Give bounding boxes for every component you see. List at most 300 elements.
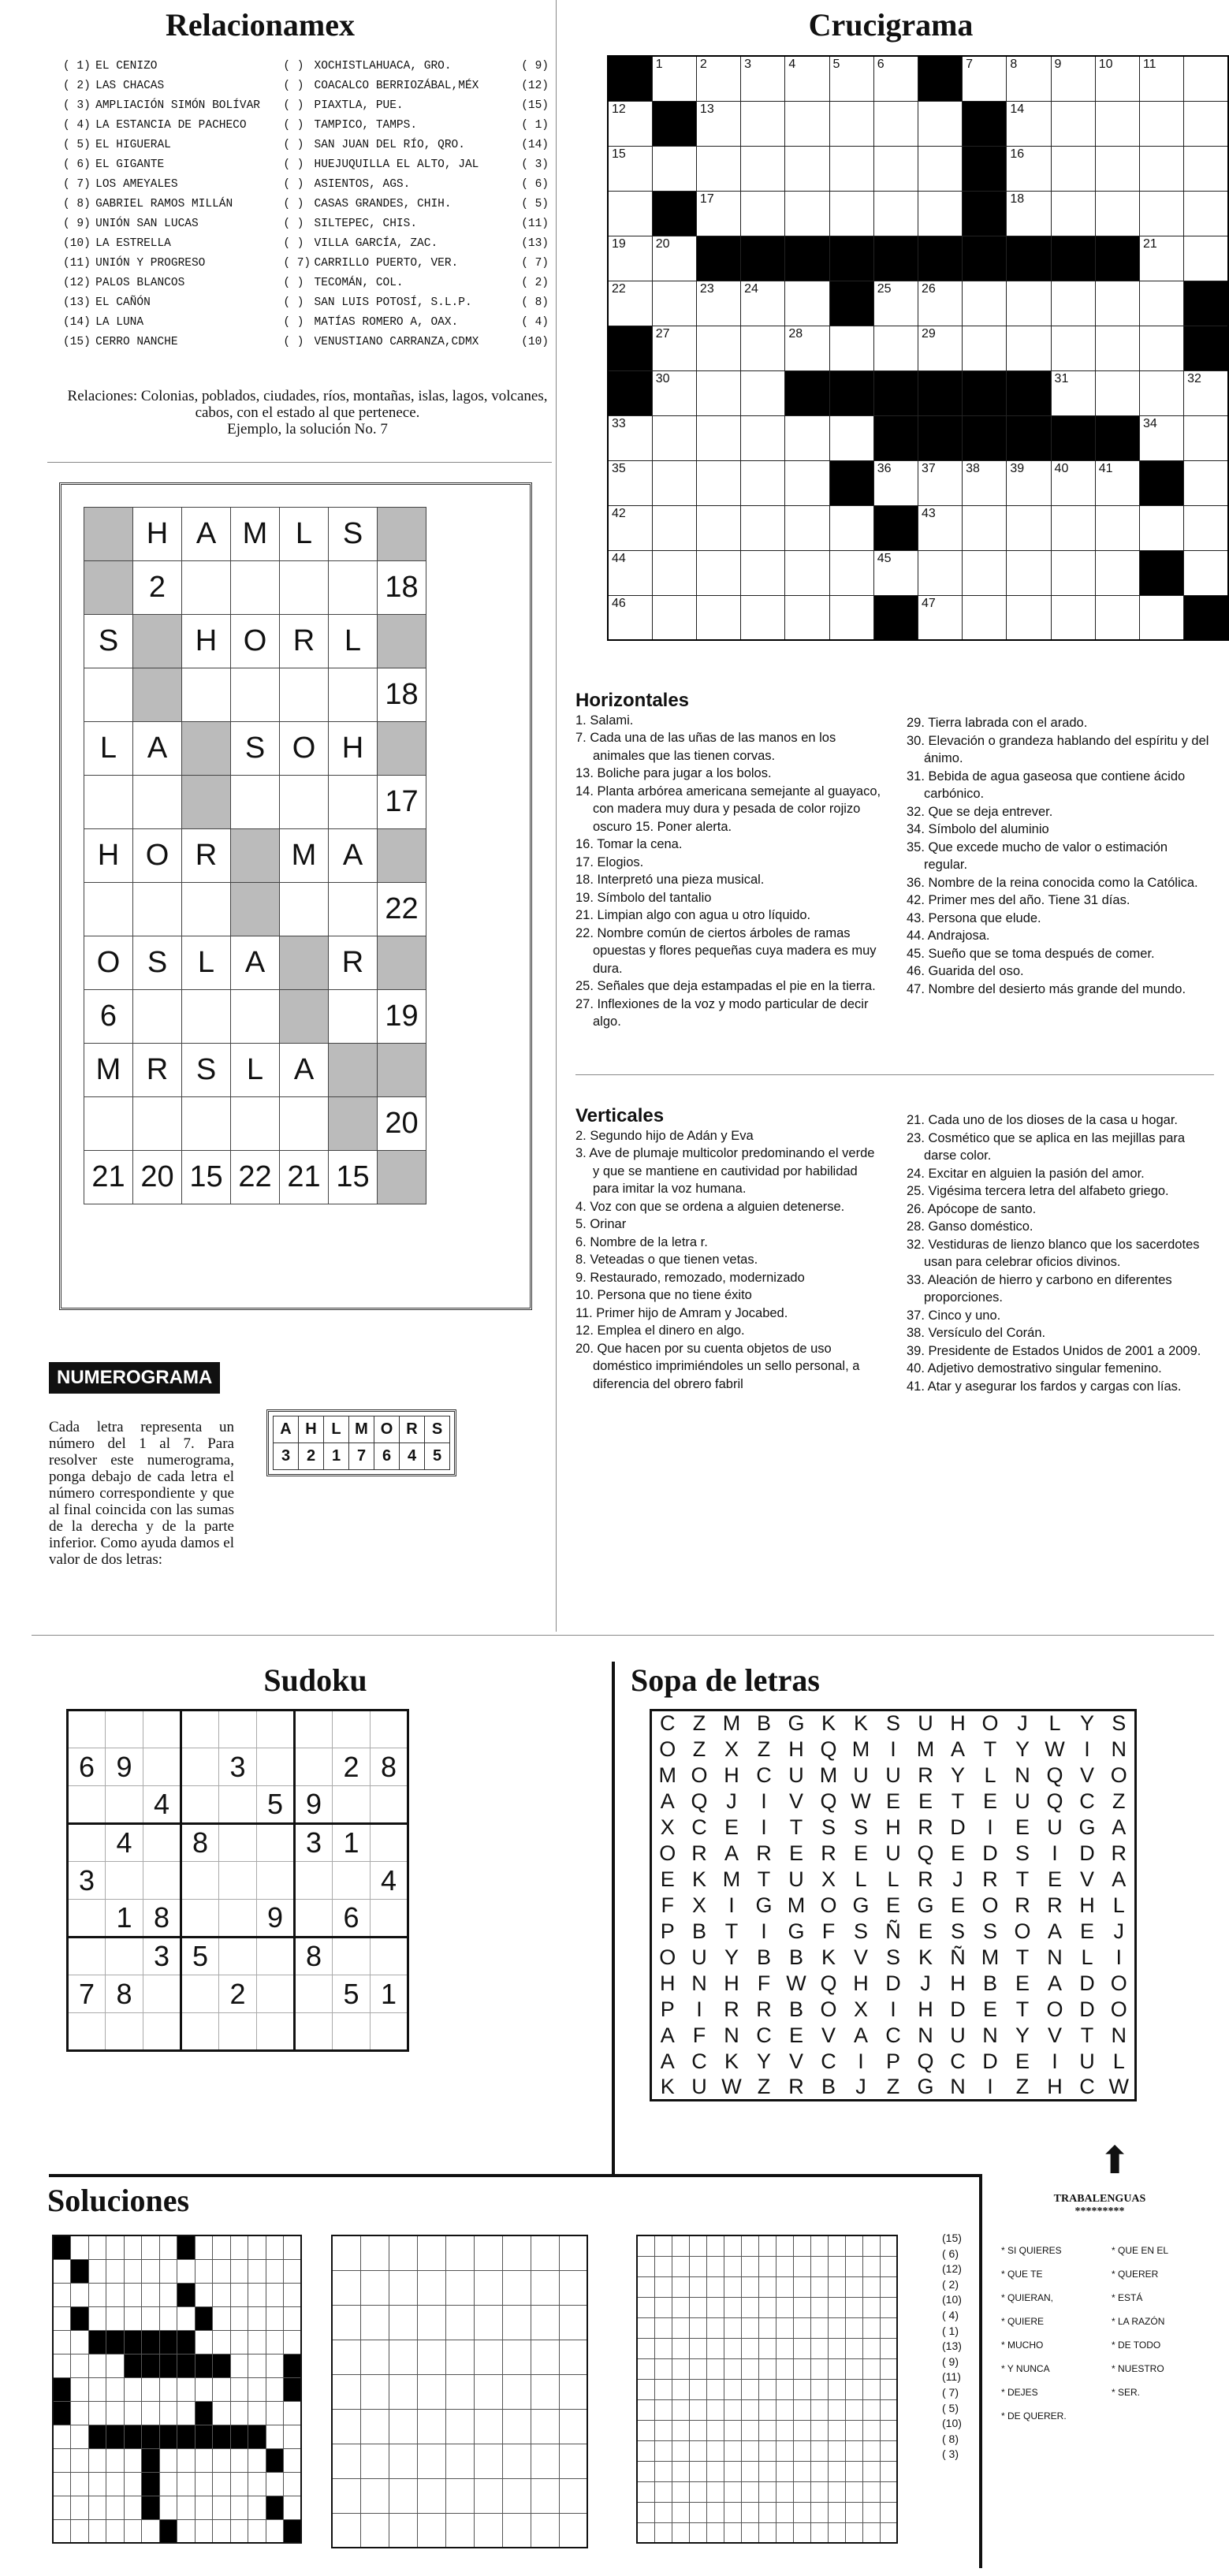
sopa-letter: A: [853, 2023, 868, 2047]
relacion-cell: ( 8): [63, 198, 91, 210]
sudoku-cell: [333, 2013, 371, 2051]
sudoku-cell: [371, 1786, 408, 1824]
arrow-up-icon: ⬆: [1099, 2140, 1131, 2182]
numerograma-cell: R: [182, 829, 231, 883]
solution-cell: [159, 2330, 177, 2354]
crossword-cell: [741, 146, 785, 191]
solution-cell: [559, 2235, 587, 2270]
solution-cell: [360, 2444, 389, 2478]
solution-cell: [758, 2256, 776, 2276]
solution-cell: [53, 2401, 71, 2425]
crossword-cell: [1184, 460, 1228, 505]
sopa-letter: I: [987, 1815, 993, 1839]
solution-answer: ( 3): [942, 2448, 959, 2461]
sopa-letter: P: [885, 2049, 900, 2073]
crossword-number: 36: [877, 461, 892, 475]
relacion-row: [63, 214, 568, 234]
solution-cell: [88, 2472, 106, 2496]
clue-item: 25. Vigésima tercera letra del alfabeto griego.: [907, 1184, 1169, 1198]
numerograma-key: [266, 1409, 456, 1476]
key-cell: 1: [324, 1443, 349, 1470]
clue-item: 17. Elogios.: [575, 854, 644, 869]
solution-cell: [195, 2235, 213, 2259]
solution-cell: [159, 2354, 177, 2377]
sopa-letter: Z: [757, 1737, 771, 1761]
solution-cell: [248, 2496, 266, 2519]
solution-cell: [793, 2461, 810, 2481]
clue-item: 19. Símbolo del tantalio: [575, 890, 712, 905]
crossword-cell: [963, 281, 1007, 326]
sudoku-cell: [68, 2013, 106, 2051]
solution-cell: [71, 2519, 89, 2543]
sudoku-cell: 8: [181, 1824, 219, 1862]
sopa-letter: S: [885, 1945, 900, 1969]
crossword-cell: [696, 505, 740, 550]
clue-item: 32. Que se deja entrever.: [907, 804, 1053, 819]
crossword-cell: [1139, 281, 1183, 326]
solution-cell: [266, 2354, 284, 2377]
crossword-cell: [785, 236, 829, 281]
sopa-letter: U: [1015, 1789, 1030, 1813]
crossword-cell: [608, 505, 652, 550]
crossword-number: 3: [744, 58, 752, 71]
solution-cell: [445, 2513, 474, 2548]
solution-cell: [389, 2513, 417, 2548]
relacion-cell: ( 9): [521, 60, 549, 73]
sopa-letter: E: [853, 1841, 868, 1865]
solution-cell: [266, 2425, 284, 2448]
sudoku-cell: [106, 1862, 143, 1900]
crossword-cell: [1007, 236, 1051, 281]
solution-cell: [389, 2305, 417, 2340]
solution-cell: [758, 2522, 776, 2543]
sopa-letter: I: [1052, 2049, 1058, 2073]
crossword-cell: [873, 281, 918, 326]
crossword-cell: [652, 281, 696, 326]
solution-cell: [531, 2235, 559, 2270]
solution-cell: [88, 2448, 106, 2472]
crossword-cell: [873, 460, 918, 505]
solution-cell: [360, 2270, 389, 2305]
relacion-row: [63, 274, 568, 293]
solution-cell: [445, 2478, 474, 2513]
sopa-letter: T: [951, 1789, 965, 1813]
solution-cell: [880, 2379, 897, 2399]
crossword-cell: [918, 595, 962, 640]
crossword-cell: [1051, 460, 1095, 505]
trabalenguas-line: * QUERER: [1112, 2269, 1159, 2280]
solution-cell: [741, 2461, 758, 2481]
solution-cell: [284, 2472, 302, 2496]
solution-cell: [741, 2481, 758, 2502]
trabalenguas-line: * QUE TE: [1001, 2269, 1043, 2280]
solution-cell: [845, 2502, 862, 2522]
solution-cell: [159, 2519, 177, 2543]
sudoku-cell: 1: [333, 1824, 371, 1862]
relacion-cell: VILLA GARCÍA, ZAC.: [314, 237, 438, 250]
crossword-cell: [918, 460, 962, 505]
relacion-row: [63, 76, 568, 96]
solution-cell: [106, 2425, 125, 2448]
sudoku-cell: [219, 1786, 257, 1824]
relacion-cell: ( ): [283, 119, 304, 132]
solution-cell: [159, 2496, 177, 2519]
sopa-letter: M: [981, 1945, 1000, 1969]
solution-cell: [248, 2235, 266, 2259]
relacion-cell: ( ): [283, 296, 304, 309]
solution-cell: [724, 2502, 741, 2522]
clue-item: 12. Emplea el dinero en algo.: [575, 1323, 745, 1338]
relacion-cell: CARRILLO PUERTO, VER.: [314, 257, 459, 270]
solution-cell: [53, 2448, 71, 2472]
numerograma-cell: S: [182, 1044, 231, 1097]
sopa-letter: W: [721, 2074, 742, 2098]
solution-cell: [502, 2270, 531, 2305]
solution-cell: [689, 2379, 706, 2399]
sopa-letter: H: [788, 1737, 804, 1761]
sopa-letter: A: [1047, 1919, 1062, 1943]
relacion-cell: LA ESTRELLA: [95, 237, 171, 250]
sopa-letter: K: [821, 1945, 836, 1969]
sopa-letter: E: [1079, 1919, 1094, 1943]
crossword-number: 39: [1010, 461, 1025, 475]
solution-cell: [880, 2358, 897, 2379]
sopa-letter: X: [724, 1737, 739, 1761]
crossword-number: 24: [744, 281, 758, 296]
sopa-letter: R: [724, 1997, 739, 2021]
relacion-cell: (12): [521, 80, 549, 92]
sudoku-cell: [68, 1824, 106, 1862]
crossword-cell: [1007, 56, 1051, 101]
solution-cell: [106, 2472, 125, 2496]
numerograma-cell: R: [133, 1044, 182, 1097]
numerograma-cell: [378, 936, 426, 990]
solution-sopa: [636, 2235, 898, 2544]
relacion-cell: ( 7): [283, 257, 311, 270]
solution-answer: (10): [942, 2293, 962, 2306]
solution-cell: [828, 2297, 845, 2317]
solution-cell: [654, 2379, 672, 2399]
solution-cell: [71, 2448, 89, 2472]
crossword-cell: [696, 415, 740, 460]
relacion-cell: (14): [521, 139, 549, 151]
sopa-letter: U: [950, 2023, 966, 2047]
solution-cell: [195, 2283, 213, 2306]
solution-cell: [195, 2472, 213, 2496]
solution-cell: [142, 2235, 160, 2259]
clue-item: 23. Cosmético que se aplica en las mejillas para darse color.: [907, 1130, 1186, 1163]
clue-item: 1. Salami.: [575, 713, 634, 728]
numerograma-cell: S: [84, 615, 133, 668]
solution-cell: [502, 2340, 531, 2374]
sopa-letter: R: [918, 1867, 933, 1891]
solution-cell: [71, 2401, 89, 2425]
sudoku-cell: [181, 1900, 219, 1938]
sopa-letter: G: [788, 1711, 805, 1736]
sopa-letter: T: [724, 1919, 739, 1943]
sudoku-cell: [257, 1824, 295, 1862]
key-cell: O: [374, 1416, 400, 1443]
key-cell: 2: [299, 1443, 324, 1470]
sudoku-cell: [295, 1711, 333, 1748]
solution-cell: [142, 2496, 160, 2519]
solution-cell: [758, 2461, 776, 2481]
solution-cell: [758, 2338, 776, 2358]
solution-cell: [689, 2481, 706, 2502]
solution-cell: [360, 2374, 389, 2409]
solution-cell: [124, 2235, 142, 2259]
relacion-cell: LOS AMEYALES: [95, 178, 178, 191]
crossword-cell: [1007, 550, 1051, 595]
solution-cell: [284, 2519, 302, 2543]
solution-cell: [248, 2401, 266, 2425]
sopa-letter: C: [1079, 1789, 1095, 1813]
sopa-letter: R: [918, 1763, 933, 1787]
sopa-letter: U: [788, 1763, 804, 1787]
relacion-cell: (10): [521, 336, 549, 348]
sopa-letter: E: [1015, 1815, 1030, 1839]
numerograma-cell: 20: [378, 1097, 426, 1151]
solution-cell: [672, 2338, 689, 2358]
clue-item: 42. Primer mes del año. Tiene 31 días.: [907, 893, 1130, 907]
sopa-letter: Q: [820, 1737, 837, 1761]
solution-cell: [284, 2448, 302, 2472]
solution-cell: [810, 2461, 828, 2481]
crossword-cell: [829, 415, 873, 460]
numerograma-cell: A: [329, 829, 378, 883]
sudoku-cell: 8: [371, 1748, 408, 1786]
solution-cell: [862, 2502, 880, 2522]
solution-cell: [124, 2425, 142, 2448]
sopa-letter: U: [1047, 1815, 1063, 1839]
solution-cell: [724, 2461, 741, 2481]
solution-cell: [724, 2317, 741, 2338]
clue-item: 21. Limpian algo con agua u otro líquido.: [575, 908, 811, 922]
sopa-letter: W: [786, 1971, 806, 1995]
sopa-letter: R: [982, 1867, 998, 1891]
sopa-letter: R: [1111, 1841, 1127, 1865]
sopa-letter: K: [660, 2074, 675, 2098]
sopa-letter: V: [1079, 1763, 1094, 1787]
crossword-cell: [1184, 236, 1228, 281]
relacion-row: [63, 234, 568, 254]
solution-cell: [654, 2461, 672, 2481]
key-cell: 5: [425, 1443, 450, 1470]
sopa-letter: B: [821, 2074, 836, 2098]
solution-cell: [332, 2374, 360, 2409]
solution-cell: [474, 2270, 502, 2305]
sopa-letter: G: [1078, 1815, 1096, 1839]
solution-cell: [689, 2276, 706, 2297]
solution-answer: (12): [942, 2262, 962, 2276]
solution-cell: [159, 2306, 177, 2330]
solution-cell: [142, 2519, 160, 2543]
solution-cell: [637, 2338, 654, 2358]
sopa-letter: L: [1112, 1893, 1125, 1917]
crossword-cell: [785, 326, 829, 370]
solution-cell: [124, 2496, 142, 2519]
sopa-letter: Ñ: [950, 1945, 966, 1969]
relacion-cell: COACALCO BERRIOZÁBAL,MÉX: [314, 80, 479, 92]
crossword-number: 40: [1054, 461, 1069, 475]
sopa-letter: E: [1047, 1867, 1062, 1891]
solution-cell: [793, 2481, 810, 2502]
trabalenguas-right: [1112, 2239, 1214, 2404]
solution-cell: [71, 2496, 89, 2519]
solution-cell: [741, 2399, 758, 2420]
sudoku-cell: 9: [257, 1900, 295, 1938]
sopa-letter: J: [920, 1971, 931, 1995]
solution-cell: [706, 2358, 724, 2379]
sopa-letter: C: [691, 2049, 707, 2073]
solution-cell: [880, 2256, 897, 2276]
solution-cell: [741, 2522, 758, 2543]
solution-cell: [284, 2283, 302, 2306]
sopa-letter: L: [887, 1867, 899, 1891]
solution-cell: [845, 2399, 862, 2420]
clue-item: 7. Cada una de las uñas de las manos en los animales que las tienen corvas.: [575, 731, 836, 763]
solution-cell: [672, 2461, 689, 2481]
clue-item: 31. Bebida de agua gaseosa que contiene ácido carbónico.: [907, 769, 1186, 801]
solution-cell: [741, 2276, 758, 2297]
crossword-cell: [873, 146, 918, 191]
solution-answer: ( 5): [942, 2401, 959, 2414]
solution-cell: [417, 2270, 445, 2305]
numerograma-cell: [84, 561, 133, 615]
solution-cell: [758, 2399, 776, 2420]
numerograma-cell: [280, 668, 329, 722]
crossword-cell: [873, 101, 918, 146]
solution-cell: [559, 2270, 587, 2305]
sopa-letter: K: [853, 1711, 868, 1736]
solution-answer: (11): [942, 2370, 961, 2384]
solution-cell: [654, 2256, 672, 2276]
solution-cell: [706, 2522, 724, 2543]
solution-cell: [332, 2478, 360, 2513]
relacion-cell: EL GIGANTE: [95, 158, 165, 171]
solution-cell: [724, 2522, 741, 2543]
solution-cell: [828, 2420, 845, 2440]
sudoku-cell: [371, 2013, 408, 2051]
solution-cell: [531, 2270, 559, 2305]
solution-cell: [689, 2358, 706, 2379]
relacion-row: [63, 254, 568, 274]
solution-cell: [845, 2235, 862, 2256]
crossword-cell: [741, 415, 785, 460]
solution-cell: [124, 2259, 142, 2283]
solution-cell: [124, 2354, 142, 2377]
relacion-cell: ( 9): [63, 218, 91, 230]
solution-cell: [672, 2297, 689, 2317]
solution-cell: [195, 2519, 213, 2543]
crossword-cell: [1007, 505, 1051, 550]
sudoku-cell: [219, 1711, 257, 1748]
crossword-cell: [963, 146, 1007, 191]
solution-cell: [531, 2444, 559, 2478]
sopa-letter: Q: [917, 2049, 934, 2073]
solution-cell: [213, 2330, 231, 2354]
numerograma-cell: [182, 776, 231, 829]
clue-item: 43. Persona que elude.: [907, 910, 1041, 925]
solution-cell: [124, 2330, 142, 2354]
sopa-letter: G: [852, 1893, 870, 1917]
sudoku-cell: [219, 1900, 257, 1938]
sudoku-cell: 8: [143, 1900, 181, 1938]
solution-cell: [862, 2461, 880, 2481]
sudoku-cell: [181, 1975, 219, 2013]
numerograma-cell: 15: [182, 1151, 231, 1204]
solution-cell: [106, 2330, 125, 2354]
solution-cell: [332, 2409, 360, 2444]
relacion-cell: SAN LUIS POTOSÍ, S.L.P.: [314, 296, 472, 309]
solution-cell: [880, 2522, 897, 2543]
relacion-cell: TAMPICO, TAMPS.: [314, 119, 418, 132]
relacion-cell: SAN JUAN DEL RÍO, QRO.: [314, 139, 465, 151]
sopa-letter: P: [660, 1919, 675, 1943]
solution-cell: [177, 2496, 196, 2519]
crossword-cell: [1051, 505, 1095, 550]
crossword-cell: [1139, 56, 1183, 101]
solution-cell: [862, 2297, 880, 2317]
solution-cell: [672, 2502, 689, 2522]
solution-cell: [828, 2338, 845, 2358]
solution-cell: [828, 2481, 845, 2502]
solution-cell: [862, 2379, 880, 2399]
relacion-cell: ASIENTOS, AGS.: [314, 178, 411, 191]
crossword-cell: [829, 191, 873, 236]
solution-cell: [71, 2306, 89, 2330]
solution-cell: [531, 2478, 559, 2513]
solution-cell: [266, 2259, 284, 2283]
sopa-letter: D: [1079, 1841, 1095, 1865]
solution-cell: [654, 2420, 672, 2440]
key-cell: M: [349, 1416, 374, 1443]
crossword-cell: [741, 101, 785, 146]
crossword-number: 11: [1142, 58, 1156, 71]
solution-cell: [177, 2283, 196, 2306]
crossword-cell: [608, 101, 652, 146]
solution-cell: [53, 2377, 71, 2401]
numerograma-cell: [329, 1097, 378, 1151]
solution-cell: [266, 2306, 284, 2330]
solution-cell: [389, 2270, 417, 2305]
relacion-cell: ( 6): [63, 158, 91, 171]
clue-item: 37. Cinco y uno.: [907, 1308, 1001, 1323]
sopa-letter: H: [918, 1997, 933, 2021]
solution-cell: [559, 2305, 587, 2340]
solution-cell: [106, 2519, 125, 2543]
sopa-letter: H: [660, 1971, 676, 1995]
solution-cell: [810, 2399, 828, 2420]
solution-cell: [417, 2340, 445, 2374]
crossword-cell: [1051, 370, 1095, 415]
crossword-cell: [873, 326, 918, 370]
solution-cell: [776, 2297, 793, 2317]
solution-cell: [862, 2276, 880, 2297]
solution-cell: [474, 2235, 502, 2270]
solution-cell: [284, 2330, 302, 2354]
key-cell: 6: [374, 1443, 400, 1470]
solution-cell: [654, 2522, 672, 2543]
numerograma-cell: [231, 829, 280, 883]
solution-cell: [417, 2444, 445, 2478]
solution-cell: [106, 2496, 125, 2519]
crossword-cell: [741, 281, 785, 326]
solution-cell: [266, 2472, 284, 2496]
crossword-cell: [652, 56, 696, 101]
numerograma-cell: [378, 722, 426, 776]
crossword-cell: [829, 326, 873, 370]
